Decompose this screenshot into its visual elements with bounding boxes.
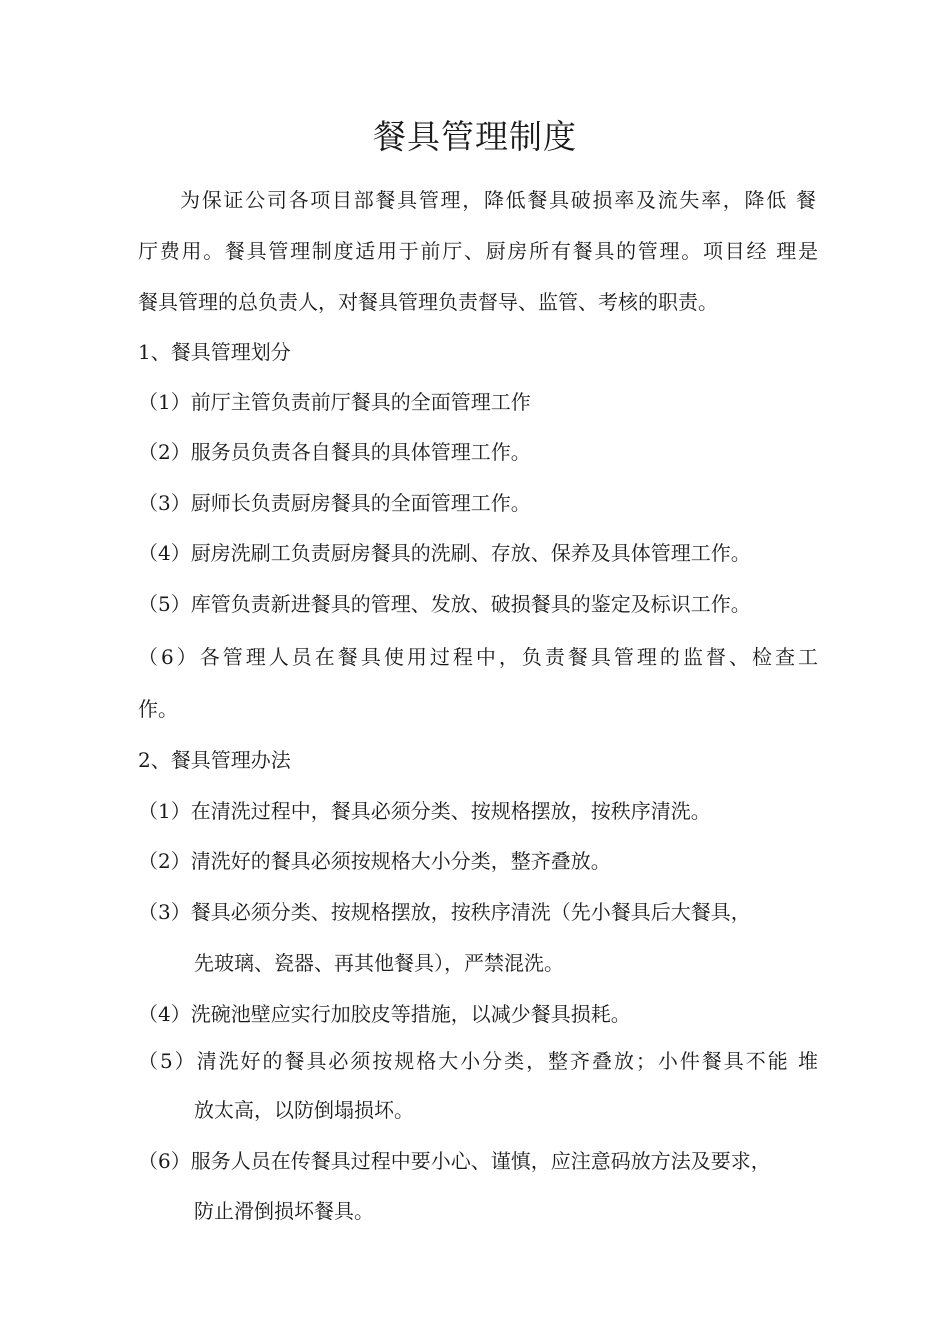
section1-item-2: （2）服务员负责各自餐具的具体管理工作。	[138, 440, 531, 464]
intro-line-2: 厅费用。餐具管理制度适用于前厅、厨房所有餐具的管理。项目经 理是	[138, 239, 818, 263]
section2-item-5-cont: 放太高，以防倒塌损坏。	[194, 1098, 414, 1122]
intro-line-1: 为保证公司各项目部餐具管理，降低餐具破损率及流失率，降低 餐	[180, 188, 816, 212]
section1-item-5: （5）库管负责新进餐具的管理、发放、破损餐具的鉴定及标识工作。	[138, 592, 751, 616]
section1-item-6-cont: 作。	[138, 697, 178, 721]
section2-item-3: （3）餐具必须分类、按规格摆放，按秩序清洗（先小餐具后大餐具，	[138, 900, 751, 924]
section2-item-4: （4）洗碗池壁应实行加胶皮等措施，以减少餐具损耗。	[138, 1002, 631, 1026]
section2-item-6-cont: 防止滑倒损坏餐具。	[194, 1199, 374, 1223]
section2-item-2: （2）清洗好的餐具必须按规格大小分类，整齐叠放。	[138, 849, 611, 873]
section2-item-5: （5）清洗好的餐具必须按规格大小分类，整齐叠放；小件餐具不能 堆	[138, 1049, 818, 1073]
section1-item-3: （3）厨师长负责厨房餐具的全面管理工作。	[138, 491, 531, 515]
section2-item-6: （6）服务人员在传餐具过程中要小心、谨慎，应注意码放方法及要求，	[138, 1149, 771, 1173]
section2-item-3-cont: 先玻璃、瓷器、再其他餐具），严禁混洗。	[194, 951, 564, 975]
section1-item-6: （6）各管理人员在餐具使用过程中，负责餐具管理的监督、检查工	[138, 645, 818, 669]
section1-heading: 1、餐具管理划分	[138, 340, 291, 364]
document-title: 餐具管理制度	[373, 117, 577, 156]
section1-item-4: （4）厨房洗刷工负责厨房餐具的洗刷、存放、保养及具体管理工作。	[138, 541, 751, 565]
intro-line-3: 餐具管理的总负责人，对餐具管理负责督导、监管、考核的职责。	[138, 290, 718, 314]
section2-item-1: （1）在清洗过程中，餐具必须分类、按规格摆放，按秩序清洗。	[138, 799, 711, 823]
section2-heading: 2、餐具管理办法	[138, 748, 291, 772]
section1-item-1: （1）前厅主管负责前厅餐具的全面管理工作	[138, 390, 531, 414]
